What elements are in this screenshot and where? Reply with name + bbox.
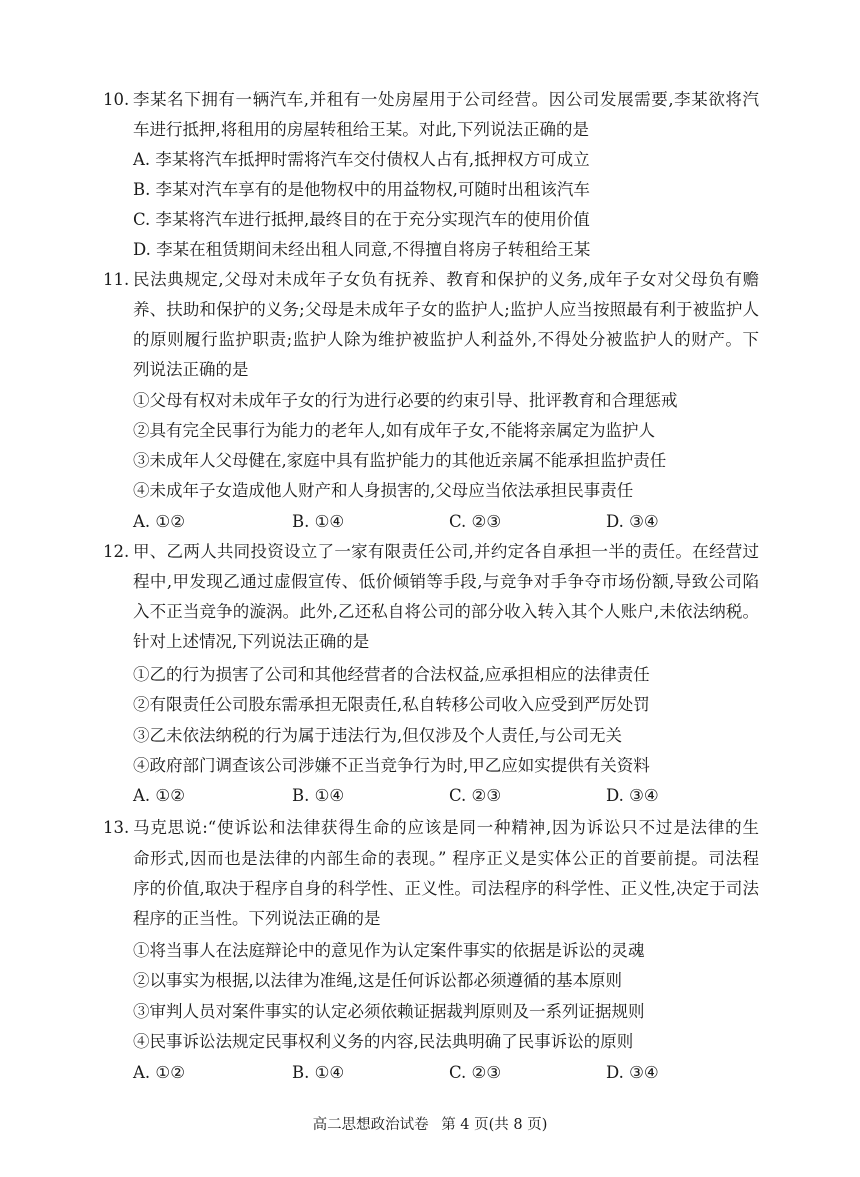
- statement-1: ①将当事人在法庭辩论中的意见作为认定案件事实的依据是诉讼的灵魂: [133, 941, 645, 960]
- question-stem-line: 养、扶助和保护的义务;父母是未成年子女的监护人;监护人应当按照最有利于被监护人: [133, 300, 759, 319]
- question-stem-line: 民法典规定,父母对未成年子女负有抚养、教育和保护的义务,成年子女对父母负有赡: [133, 270, 759, 289]
- statement-3: ③审判人员对案件事实的认定必须依赖证据裁判原则及一系列证据规则: [133, 1002, 645, 1021]
- option-a: A. 李某将汽车抵押时需将汽车交付债权人占有,抵押权方可成立: [133, 150, 590, 169]
- question-number: 11.: [103, 270, 130, 289]
- statement-2: ②以事实为根据,以法律为准绳,这是任何诉讼都必须遵循的基本原则: [133, 971, 622, 990]
- choice-b: B. ①④: [292, 786, 345, 805]
- choice-b: B. ①④: [292, 512, 345, 531]
- option-b: B. 李某对汽车享有的是他物权中的用益物权,可随时出租该汽车: [133, 180, 590, 199]
- choice-d: D. ③④: [606, 786, 659, 805]
- footer-subject: 高二思想政治试卷: [312, 1117, 429, 1133]
- question-stem-line: 的原则履行监护职责;监护人除为维护被监护人利益外,不得处分被监护人的财产。下: [133, 330, 759, 349]
- question-stem-line: 程中,甲发现乙通过虚假宣传、低价倾销等手段,与竞争对手争夺市场份额,导致公司陷: [133, 572, 759, 591]
- option-c: C. 李某将汽车进行抵押,最终目的在于充分实现汽车的使用价值: [133, 210, 590, 229]
- question-stem-line: 程序的正当性。下列说法正确的是: [133, 909, 381, 928]
- choice-d: D. ③④: [606, 1063, 659, 1082]
- question-stem-line: 入不正当竞争的漩涡。此外,乙还私自将公司的部分收入转入其个人账户,未依法纳税。: [133, 602, 759, 621]
- choice-a: A. ①②: [133, 786, 185, 805]
- choice-a: A. ①②: [133, 512, 185, 531]
- question-number: 12.: [103, 542, 130, 561]
- question-stem-line: 列说法正确的是: [133, 360, 249, 379]
- footer-page-info: 第 4 页(共 8 页): [441, 1117, 548, 1133]
- statement-1: ①父母有权对未成年子女的行为进行必要的约束引导、批评教育和合理惩戒: [133, 391, 678, 410]
- choice-b: B. ①④: [292, 1063, 345, 1082]
- choice-c: C. ②③: [449, 512, 502, 531]
- question-number: 13.: [103, 818, 130, 837]
- question-stem-line: 李某名下拥有一辆汽车,并租有一处房屋用于公司经营。因公司发展需要,李某欲将汽: [133, 90, 759, 109]
- question-stem-line: 序的价值,取决于程序自身的科学性、正义性。司法程序的科学性、正义性,决定于司法: [133, 879, 759, 898]
- question-stem-line: 车进行抵押,将租用的房屋转租给王某。对此,下列说法正确的是: [133, 120, 589, 139]
- statement-4: ④民事诉讼法规定民事权利义务的内容,民法典明确了民事诉讼的原则: [133, 1032, 634, 1051]
- statement-4: ④未成年子女造成他人财产和人身损害的,父母应当依法承担民事责任: [133, 481, 634, 500]
- statement-1: ①乙的行为损害了公司和其他经营者的合法权益,应承担相应的法律责任: [133, 665, 650, 684]
- question-stem-line: 甲、乙两人共同投资设立了一家有限责任公司,并约定各自承担一半的责任。在经营过: [133, 542, 759, 561]
- question-stem-line: 命形式,因而也是法律的内部生命的表现。” 程序正义是实体公正的首要前提。司法程: [133, 849, 759, 868]
- choice-a: A. ①②: [133, 1063, 185, 1082]
- statement-3: ③未成年人父母健在,家庭中具有监护能力的其他近亲属不能承担监护责任: [133, 451, 667, 470]
- choice-d: D. ③④: [606, 512, 659, 531]
- option-d: D. 李某在租赁期间未经出租人同意,不得擅自将房子转租给王某: [133, 240, 591, 259]
- choice-c: C. ②③: [449, 1063, 502, 1082]
- page-footer: [0, 1118, 860, 1133]
- statement-2: ②有限责任公司股东需承担无限责任,私自转移公司收入应受到严厉处罚: [133, 695, 650, 714]
- question-stem-line: 马克思说:“使诉讼和法律获得生命的应该是同一种精神,因为诉讼只不过是法律的生: [133, 818, 759, 837]
- choice-c: C. ②③: [449, 786, 502, 805]
- statement-3: ③乙未依法纳税的行为属于违法行为,但仅涉及个人责任,与公司无关: [133, 726, 622, 745]
- question-number: 10.: [103, 90, 130, 109]
- statement-4: ④政府部门调查该公司涉嫌不正当竞争行为时,甲乙应如实提供有关资料: [133, 756, 650, 775]
- question-stem-line: 针对上述情况,下列说法正确的是: [133, 632, 370, 651]
- statement-2: ②具有完全民事行为能力的老年人,如有成年子女,不能将亲属定为监护人: [133, 421, 655, 440]
